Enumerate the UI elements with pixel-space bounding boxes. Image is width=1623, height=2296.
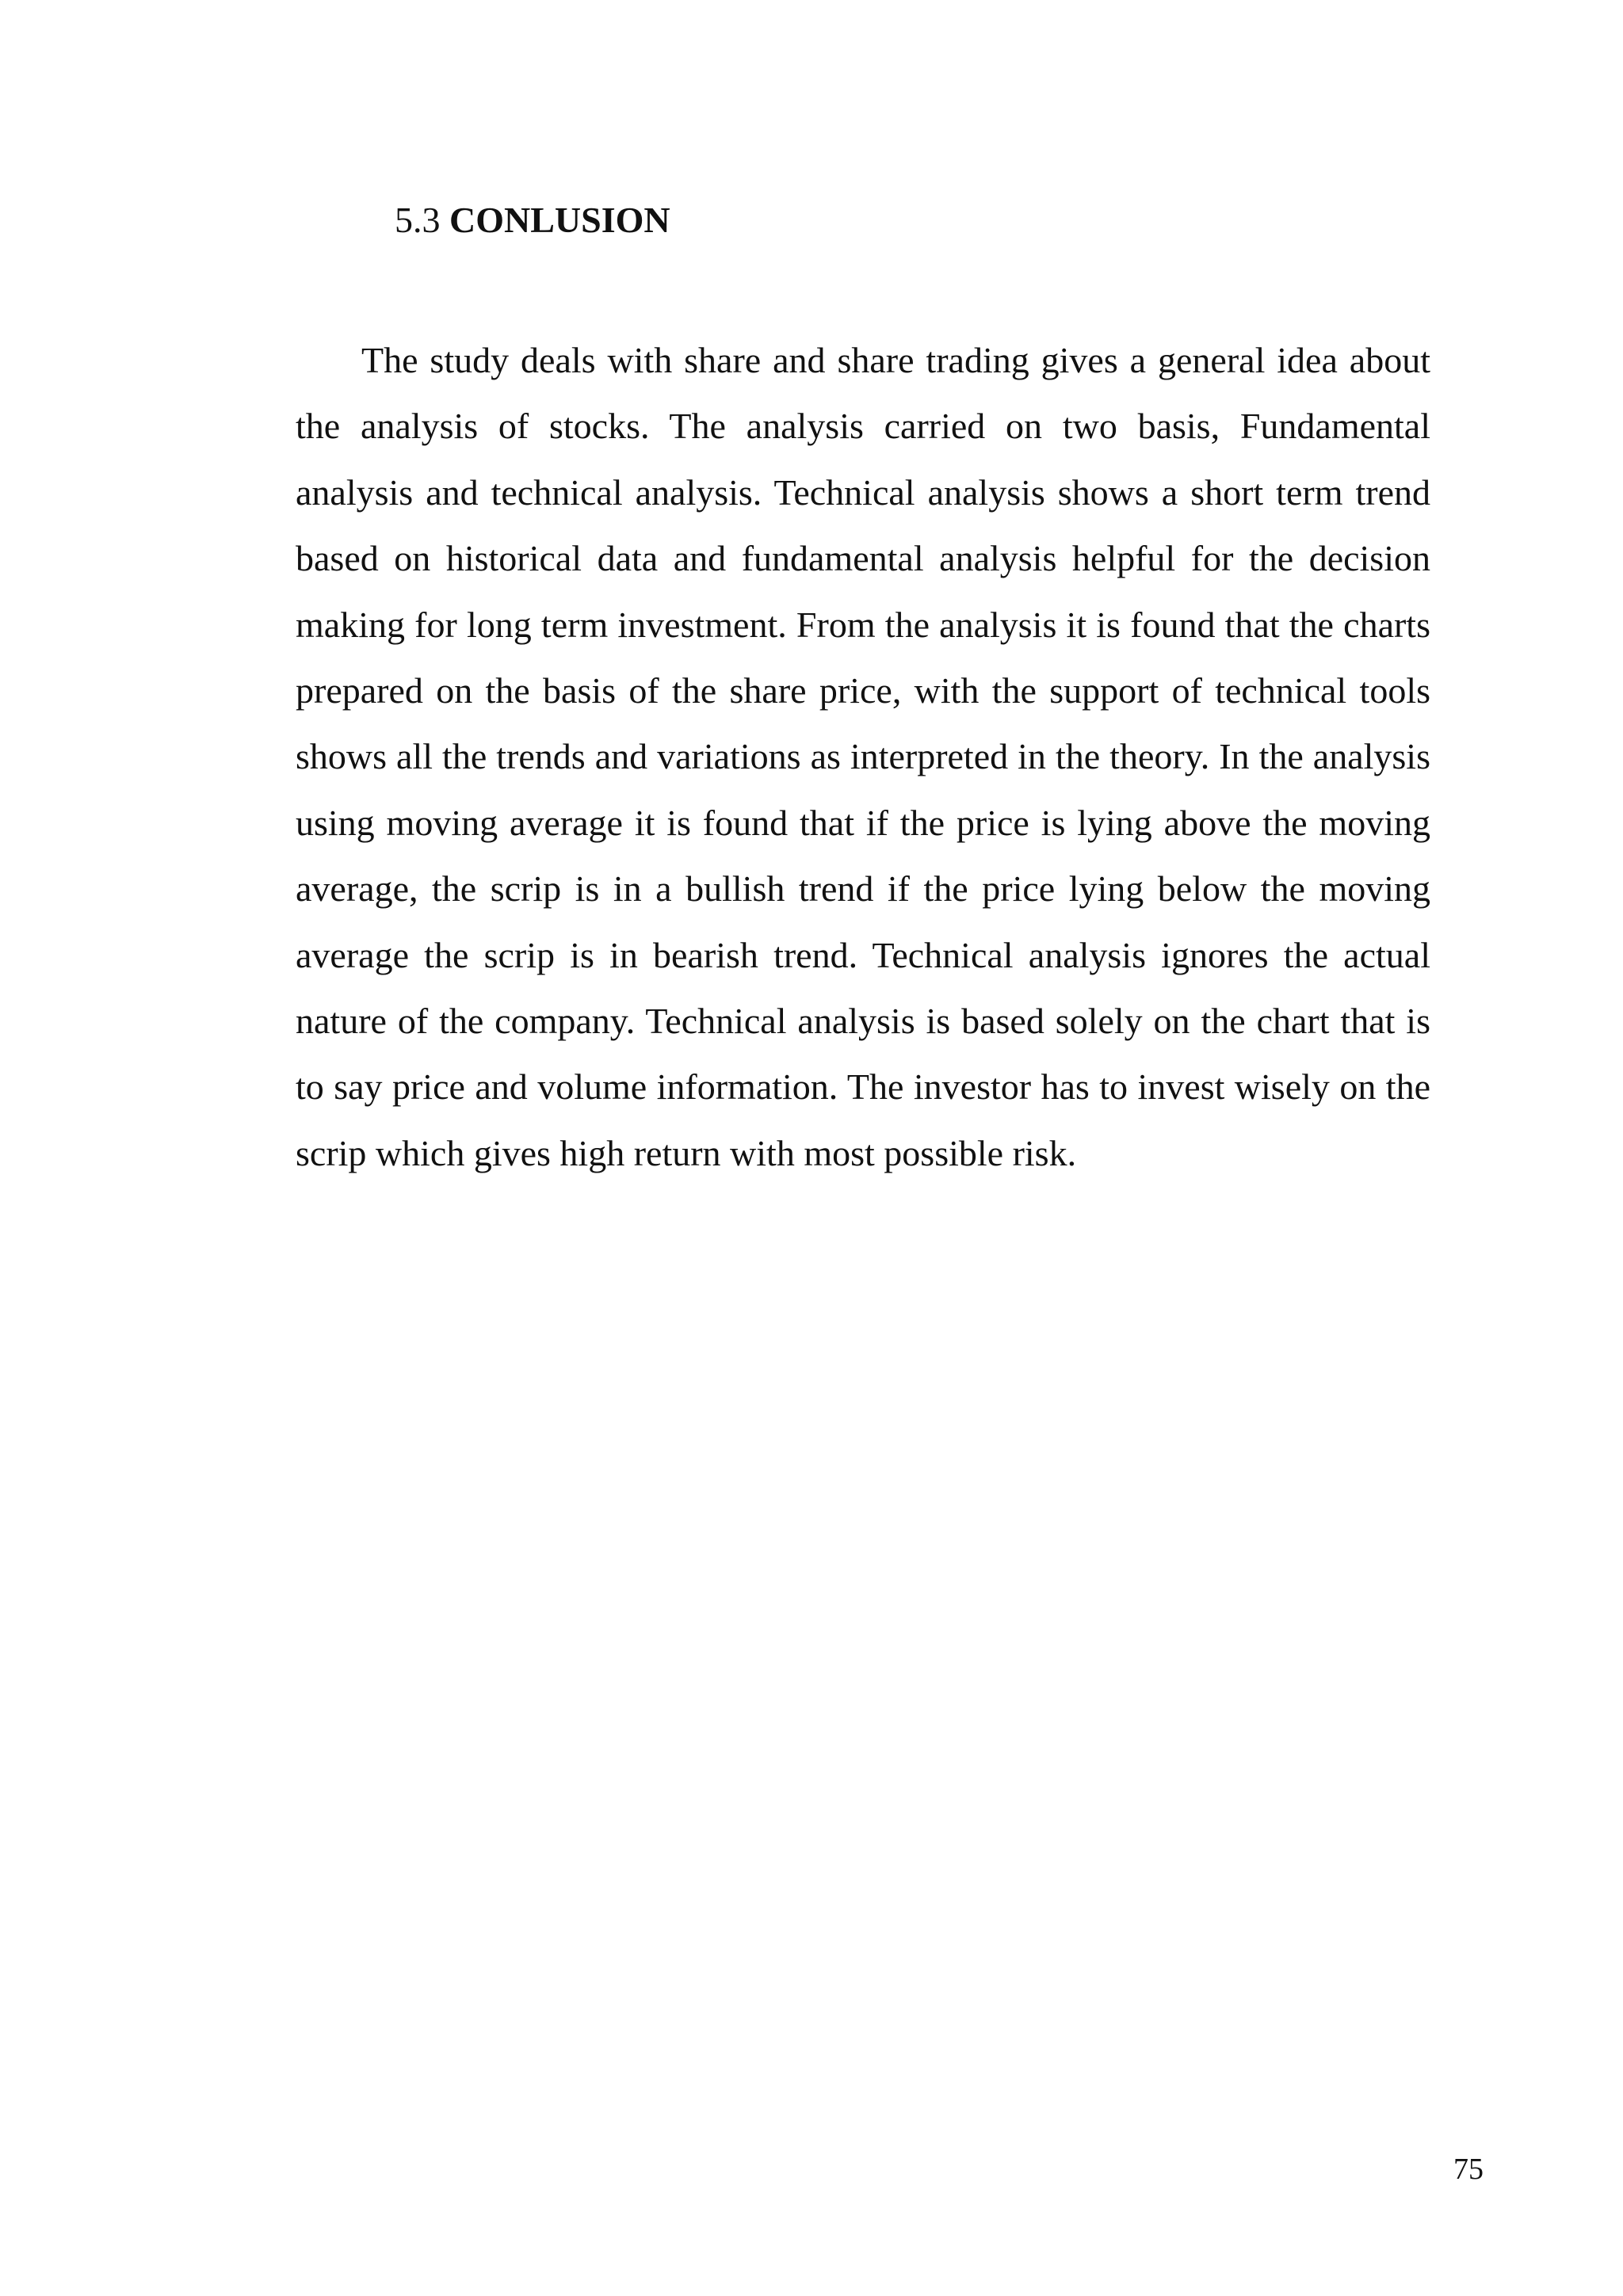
section-title: CONLUSION [449, 200, 670, 240]
body-paragraph: The study deals with share and share trading gives a general idea about the analysis of stocks. The analysis carried on two basis, Fundamental analysis and technical analysis. Technical analysis shows a short term trend based on historical data and fundamental analysis helpful for the decision making for long term investment. From the analysis it is found that the charts prepared on the basis of the share price, with the support of technical tools shows all the trends and variations as interpreted in the theory. In the analysis using moving average it is found that if the price is lying above the moving average, the scrip is in a bullish trend if the price lying below the moving average the scrip is in bearish trend. Technical analysis ignores the actual nature of the company. Technical analysis is based solely on the chart that is to say price and volume information. The investor has to invest wisely on the scrip which gives high return with most possible risk. [296, 340, 1430, 1173]
page-number: 75 [1453, 2153, 1484, 2186]
section-number: 5.3 [395, 200, 441, 240]
section-heading [395, 196, 670, 244]
